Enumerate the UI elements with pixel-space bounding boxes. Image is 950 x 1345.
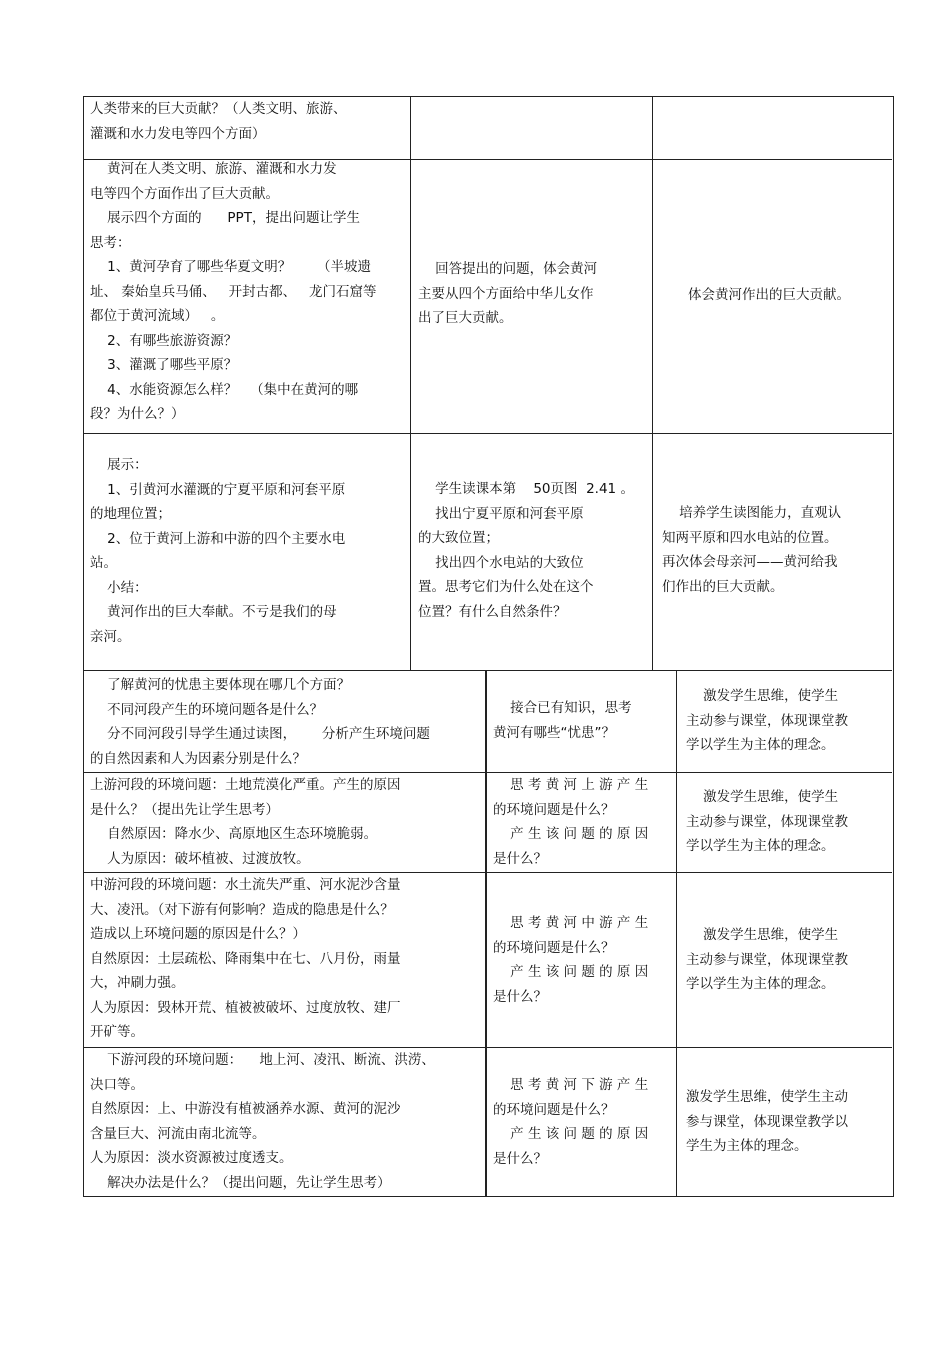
column-divider — [652, 97, 653, 671]
row-divider — [84, 433, 892, 434]
text-line: 学生为主体的理念。 — [686, 1138, 808, 1154]
column-divider — [676, 670, 677, 1196]
row-7-activity-cell — [90, 1048, 484, 1195]
text-line: 思 考 黄 河 中 游 产 生 — [493, 915, 649, 931]
text-line: 置。思考它们为什么处在这个 — [418, 579, 594, 595]
text-line: 位置？有什么自然条件？ — [418, 603, 567, 620]
text-line: 人类带来的巨大贡献？（人类文明、旅游、 — [90, 101, 347, 117]
row-7-student-cell — [493, 1073, 673, 1171]
text-line: 人为原因：淡水资源被过度透支。 — [90, 1150, 293, 1166]
row-7-intent-cell — [686, 1085, 890, 1159]
text-line: 自然原因：降水少、高原地区生态环境脆弱。 — [90, 826, 378, 842]
text-line: 知两平原和四水电站的位置。 — [662, 529, 838, 546]
text-line: 黄河作出的巨大奉献。不亏是我们的母 — [90, 604, 337, 620]
text-line: 的环境问题是什么？ — [493, 1101, 615, 1118]
text-line: 电等四个方面作出了巨大贡献。 — [90, 185, 279, 202]
row-4-intent-cell — [686, 684, 890, 758]
text-line: 是什么？ — [493, 988, 547, 1005]
text-line: 体会黄河作出的巨大贡献。 — [688, 287, 850, 303]
text-line: 中游河段的环境问题：水土流失严重、河水泥沙含量 — [90, 877, 401, 893]
text-line: 激发学生思维，使学生 — [686, 927, 839, 943]
text-line: 学以学生为主体的理念。 — [686, 838, 835, 854]
text-line: 思 考 黄 河 上 游 产 生 — [493, 777, 649, 793]
text-line: 产 生 该 问 题 的 原 因 — [493, 964, 649, 980]
text-line: 再次体会母亲河——黄河给我 — [662, 554, 838, 570]
row-3-student-cell — [418, 477, 650, 624]
text-line: 参与课堂，体现课堂教学以 — [686, 1113, 848, 1130]
text-line: 激发学生思维，使学生 — [686, 688, 839, 704]
text-line: 大，冲刷力强。 — [90, 975, 185, 991]
text-line: 回答提出的问题，体会黄河 — [418, 261, 598, 277]
row-4-student-cell — [493, 696, 673, 745]
text-line: 主要从四个方面给中华儿女作 — [418, 285, 594, 302]
text-line: 2、有哪些旅游资源？ — [90, 332, 238, 349]
text-line: 黄河有哪些“忧患”？ — [493, 724, 615, 741]
text-line: 开矿等。 — [90, 1024, 144, 1040]
column-divider — [410, 97, 411, 671]
text-line: 1、黄河孕育了哪些华夏文明？ （半坡遗 — [90, 259, 372, 275]
text-line: 的大致位置； — [418, 530, 499, 546]
row-6-student-cell — [493, 911, 673, 1009]
column-divider — [485, 670, 487, 1196]
text-line: 的环境问题是什么？ — [493, 801, 615, 818]
text-line: 站。 — [90, 555, 117, 571]
text-line: 4、水能资源怎么样？ （集中在黄河的哪 — [90, 381, 359, 398]
text-line: 是什么？（提出先让学生思考） — [90, 801, 279, 818]
text-line: 思考： — [90, 234, 131, 251]
text-line: 小结： — [90, 579, 148, 596]
text-line: 上游河段的环境问题：土地荒漠化严重。产生的原因 — [90, 777, 401, 793]
text-line: 段？为什么？） — [90, 406, 185, 422]
row-5-intent-cell — [686, 785, 890, 859]
text-line: 人为原因：破坏植被、过渡放牧。 — [90, 850, 310, 867]
text-line: 思 考 黄 河 下 游 产 生 — [493, 1077, 649, 1093]
text-line: 下游河段的环境问题： 地上河、凌汛、断流、洪涝、 — [90, 1052, 435, 1068]
text-line: 主动参与课堂，体现课堂教 — [686, 813, 848, 830]
text-line: 接合已有知识，思考 — [493, 700, 632, 716]
text-line: 造成以上环境问题的原因是什么？） — [90, 926, 306, 942]
text-line: 的环境问题是什么？ — [493, 939, 615, 956]
lesson-plan-table — [83, 96, 894, 1197]
row-6-activity-cell — [90, 873, 484, 1045]
text-line: 自然原因：上、中游没有植被涵养水源、黄河的泥沙 — [90, 1101, 401, 1117]
text-line: 灌溉和水力发电等四个方面） — [90, 125, 266, 142]
text-line: 大、凌汛。（对下游有何影响？造成的隐患是什么？ — [90, 901, 394, 918]
text-line: 产 生 该 问 题 的 原 因 — [493, 826, 649, 842]
text-line: 学以学生为主体的理念。 — [686, 737, 835, 753]
text-line: 址、 秦始皇兵马俑、 开封古都、 龙门石窟等 — [90, 283, 377, 300]
text-line: 的地理位置； — [90, 506, 171, 522]
text-line: 不同河段产生的环境问题各是什么？ — [90, 701, 324, 718]
row-4-activity-cell — [90, 673, 484, 771]
row-1-activity-cell — [90, 97, 408, 146]
text-line: 2、位于黄河上游和中游的四个主要水电 — [90, 530, 346, 547]
text-line: 出了巨大贡献。 — [418, 310, 513, 326]
row-2-student-cell — [418, 257, 648, 331]
text-line: 展示四个方面的 PPT，提出问题让学生 — [90, 210, 360, 226]
text-line: 黄河在人类文明、旅游、灌溉和水力发 — [90, 161, 337, 177]
text-line: 主动参与课堂，体现课堂教 — [686, 712, 848, 729]
text-line: 学以学生为主体的理念。 — [686, 976, 835, 992]
text-line: 展示： — [90, 457, 148, 473]
text-line: 自然原因：土层疏松、降雨集中在七、八月份，雨量 — [90, 950, 401, 967]
row-5-activity-cell — [90, 773, 484, 871]
row-2-intent-cell — [688, 283, 888, 308]
text-line: 决口等。 — [90, 1076, 144, 1093]
text-line: 含量巨大、河流由南北流等。 — [90, 1125, 266, 1142]
text-line: 3、灌溉了哪些平原？ — [90, 357, 238, 373]
text-line: 主动参与课堂，体现课堂教 — [686, 951, 848, 968]
text-line: 学生读课本第 50页图 2.41 。 — [418, 481, 634, 497]
row-divider — [84, 670, 892, 671]
text-line: 人为原因：毁林开荒、植被被破坏、过度放牧、建厂 — [90, 999, 401, 1016]
text-line: 产 生 该 问 题 的 原 因 — [493, 1126, 649, 1142]
text-line: 找出宁夏平原和河套平原 — [418, 505, 584, 522]
text-line: 1、引黄河水灌溉的宁夏平原和河套平原 — [90, 481, 346, 498]
row-2-activity-cell — [90, 157, 408, 427]
text-line: 们作出的巨大贡献。 — [662, 578, 784, 595]
text-line: 是什么？ — [493, 1150, 547, 1167]
row-5-student-cell — [493, 773, 673, 871]
row-6-intent-cell — [686, 923, 890, 997]
text-line: 解决办法是什么？（提出问题，先让学生思考） — [90, 1174, 391, 1191]
text-line: 了解黄河的忧患主要体现在哪几个方面？ — [90, 677, 351, 693]
text-line: 分不同河段引导学生通过读图， 分析产生环境问题 — [90, 726, 430, 742]
row-3-activity-cell — [90, 453, 408, 649]
text-line: 都位于黄河流域） 。 — [90, 308, 225, 324]
text-line: 激发学生思维，使学生主动 — [686, 1089, 848, 1105]
text-line: 是什么？ — [493, 850, 547, 867]
text-line: 的自然因素和人为因素分别是什么？ — [90, 750, 306, 767]
row-3-intent-cell — [662, 501, 892, 599]
text-line: 亲河。 — [90, 628, 131, 645]
text-line: 找出四个水电站的大致位 — [418, 554, 584, 571]
text-line: 激发学生思维，使学生 — [686, 789, 839, 805]
text-line: 培养学生读图能力，直观认 — [662, 505, 842, 521]
